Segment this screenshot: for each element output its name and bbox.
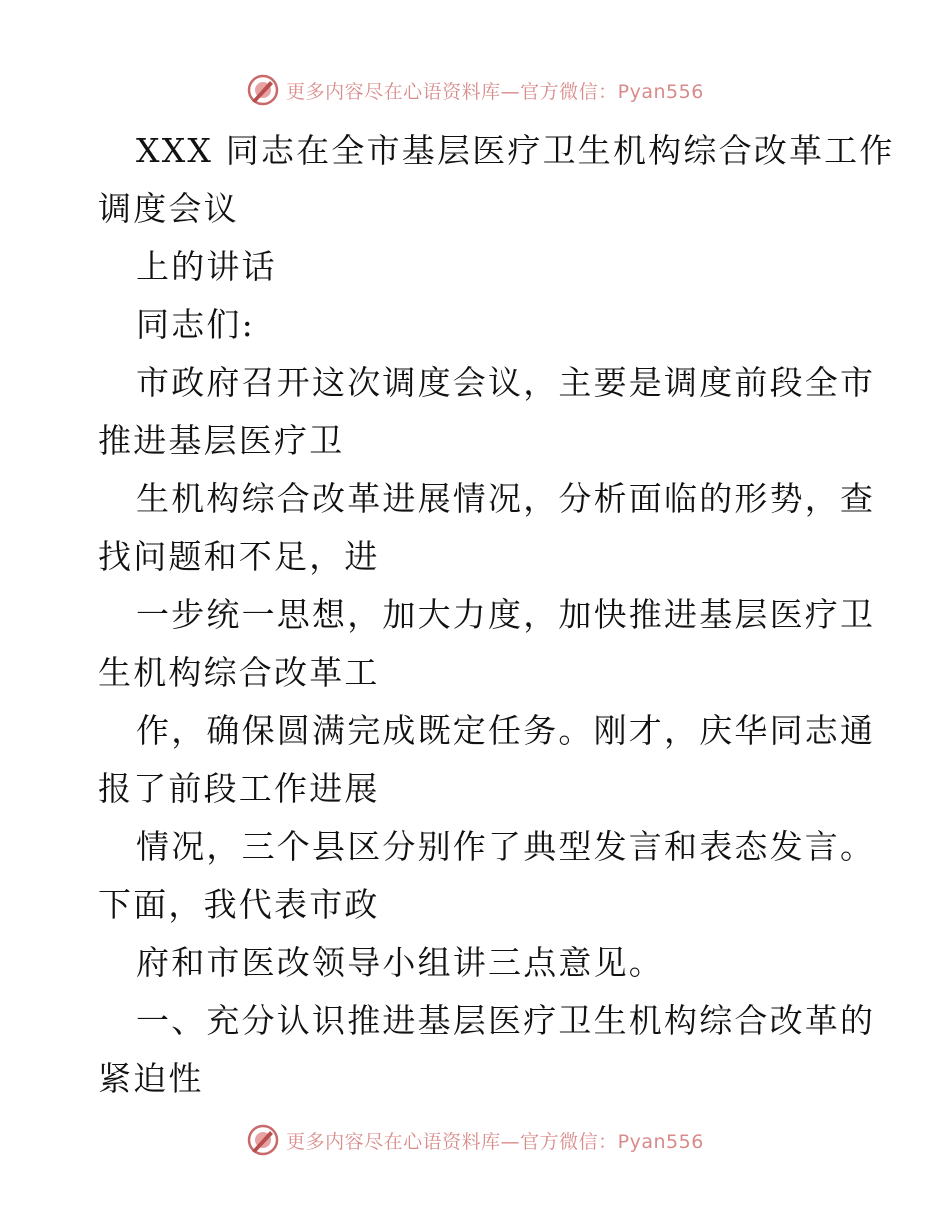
text-line: 紧迫性 xyxy=(98,1059,204,1098)
text-line: 情况，三个县区分别作了典型发言和表态发言。 xyxy=(136,827,876,866)
quill-seal-icon xyxy=(246,73,280,107)
watermark-text: 更多内容尽在心语资料库—官方微信：Pyan556 xyxy=(286,80,704,103)
text-line: 一步统一思想，加大力度，加快推进基层医疗卫 xyxy=(136,595,876,634)
footer-watermark-banner xyxy=(0,1120,950,1160)
text-line: 生机构综合改革进展情况，分析面临的形势，查 xyxy=(136,479,876,518)
text-line: 市政府召开这次调度会议，主要是调度前段全市 xyxy=(136,363,876,402)
text-line: 推进基层医疗卫 xyxy=(98,421,345,460)
text-line: 上的讲话 xyxy=(136,247,277,286)
text-line: 调度会议 xyxy=(98,189,239,228)
text-line: 作，确保圆满完成既定任务。刚才，庆华同志通 xyxy=(136,711,876,750)
watermark-text: 更多内容尽在心语资料库—官方微信：Pyan556 xyxy=(286,1130,704,1153)
text-line: 府和市医改领导小组讲三点意见。 xyxy=(136,943,664,982)
text-line: 下面，我代表市政 xyxy=(98,885,380,924)
text-line: 报了前段工作进展 xyxy=(98,769,380,808)
text-line: 找问题和不足，进 xyxy=(98,537,380,576)
text-line: 生机构综合改革工 xyxy=(98,653,380,692)
header-watermark-banner xyxy=(0,70,950,110)
document-body xyxy=(98,122,895,1108)
text-line: 同志们: xyxy=(136,305,255,344)
quill-seal-icon xyxy=(246,1123,280,1157)
text-line: 一、充分认识推进基层医疗卫生机构综合改革的 xyxy=(136,1001,876,1040)
text-line: XXX 同志在全市基层医疗卫生机构综合改革工作 xyxy=(136,131,895,170)
